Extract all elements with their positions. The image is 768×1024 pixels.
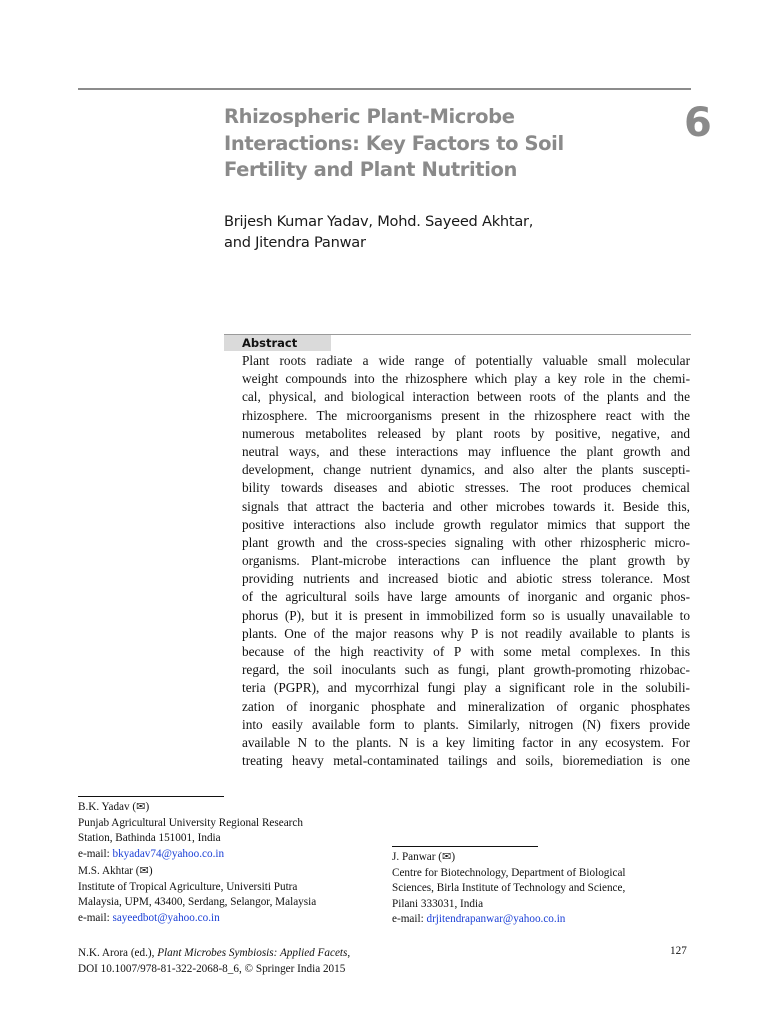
abstract-line: phorus (P), but it is present in immobilized form so is usually unavailable to [242,607,690,623]
abstract-line: weight compounds into the rhizosphere which play a key role in the chemi- [242,371,690,387]
author-name: B.K. Yadav (✉) [78,801,150,813]
abstract-line: development, change nutrient dynamics, and also alter the plants suscepti- [242,462,690,478]
chapter-title [224,104,624,184]
footnote-rule-right [392,846,538,847]
author-name: J. Panwar (✉) [392,851,456,863]
abstract-line: bility towards diseases and abiotic stresses. The root produces chemical [242,480,690,496]
affiliation-line: Centre for Biotechnology, Department of Biological [392,866,626,879]
affiliation-line: Institute of Tropical Agriculture, Universiti Putra [78,880,298,893]
email-prefix: e-mail: [392,913,427,925]
email-link[interactable]: sayeedbot@yahoo.co.in [112,911,220,924]
abstract-line: providing nutrients and increased biotic and abiotic stress tolerance. Most [242,571,690,587]
doi-line: DOI 10.1007/978-81-322-2068-8_6, © Springer India 2015 [78,962,346,975]
chapter-title-line: Interactions: Key Factors to Soil [224,131,564,155]
chapter-number: 6 [684,100,712,146]
author-name: M.S. Akhtar (✉) [78,865,153,877]
affiliation-line: Station, Bathinda 151001, India [78,832,221,844]
editor: N.K. Arora (ed.), [78,947,158,959]
footnote-panwar [392,850,692,928]
footnote-yadav [78,800,378,862]
abstract-line: regard, the soil inoculants such as fungi, plant growth-promoting rhizobac- [242,662,690,678]
chapter-title-line: Fertility and Plant Nutrition [224,158,517,181]
page-number: 127 [670,945,687,957]
author-list [224,211,644,253]
email-prefix: e-mail: [78,847,113,860]
email-line [392,912,692,928]
citation-footer [78,946,350,977]
affiliation-line: Sciences, Birla Institute of Technology and Science, [392,882,626,894]
top-rule [78,88,691,90]
abstract-body [242,352,690,770]
abstract-line: neutral ways, and these interactions may influence the plant growth and [242,443,690,459]
abstract-line: into easily available form to plants. Similarly, nitrogen (N) fixers provide [242,716,690,732]
abstract-line: cal, physical, and biological interaction between roots of the plants and the [242,389,690,405]
abstract-line: treating heavy metal-contaminated tailings and soils, bioremediation is one [242,753,690,769]
affiliation-line: Punjab Agricultural University Regional Research [78,816,303,829]
author-line: and Jitendra Panwar [224,234,366,251]
email-line [78,911,378,927]
email-link[interactable]: drjitendrapanwar@yahoo.co.in [426,913,566,925]
abstract-line: numerous metabolites released by plant roots by positive, negative, and [242,425,690,441]
citation-comma: , [347,947,351,959]
abstract-line: signals that attract the bacteria and other microbes towards it. Beside this, [242,498,690,514]
email-link[interactable]: bkyadav74@yahoo.co.in [112,847,225,860]
abstract-line: because of the high reactivity of P with some metal complexes. In this [242,644,690,659]
abstract-line: zation of inorganic phosphate and mineralization of organic phosphates [242,698,690,714]
author-line: Brijesh Kumar Yadav, Mohd. Sayeed Akhtar, [224,213,534,230]
citation-line [78,946,350,962]
abstract-heading: Abstract [242,336,298,350]
abstract-line: available N to the plants. N is a key limiting factor in any ecosystem. For [242,734,690,750]
affiliation-line: Malaysia, UPM, 43400, Serdang, Selangor, Malaysia [78,896,317,908]
book-title: Plant Microbes Symbiosis: Applied Facets [157,947,348,959]
chapter-title-line: Rhizospheric Plant-Microbe [224,105,515,128]
affiliation-line: Pilani 333031, India [392,897,484,910]
email-line [78,847,378,863]
abstract-line: plant growth and the cross-species signaling with other rhizospheric micro- [242,534,690,550]
footnote-akhtar [78,864,378,926]
abstract-line: plants. One of the major reasons why P is not readily available to plants is [242,625,690,641]
abstract-line: positive interactions also include growth regulator mimics that support the [242,516,690,532]
abstract-line: rhizosphere. The microorganisms present in the rhizosphere react with the [242,407,690,423]
abstract-line: teria (PGPR), and mycorrhizal fungi play a significant role in the solubili- [242,680,690,696]
abstract-line: Plant roots radiate a wide range of potentially valuable small molecular [242,353,690,368]
abstract-line: organisms. Plant-microbe interactions can influence the plant growth by [242,553,690,569]
email-prefix: e-mail: [78,911,113,924]
abstract-line: of the agricultural soils have large amounts of inorganic and organic phos- [242,589,690,605]
footnote-rule-left [78,796,224,797]
